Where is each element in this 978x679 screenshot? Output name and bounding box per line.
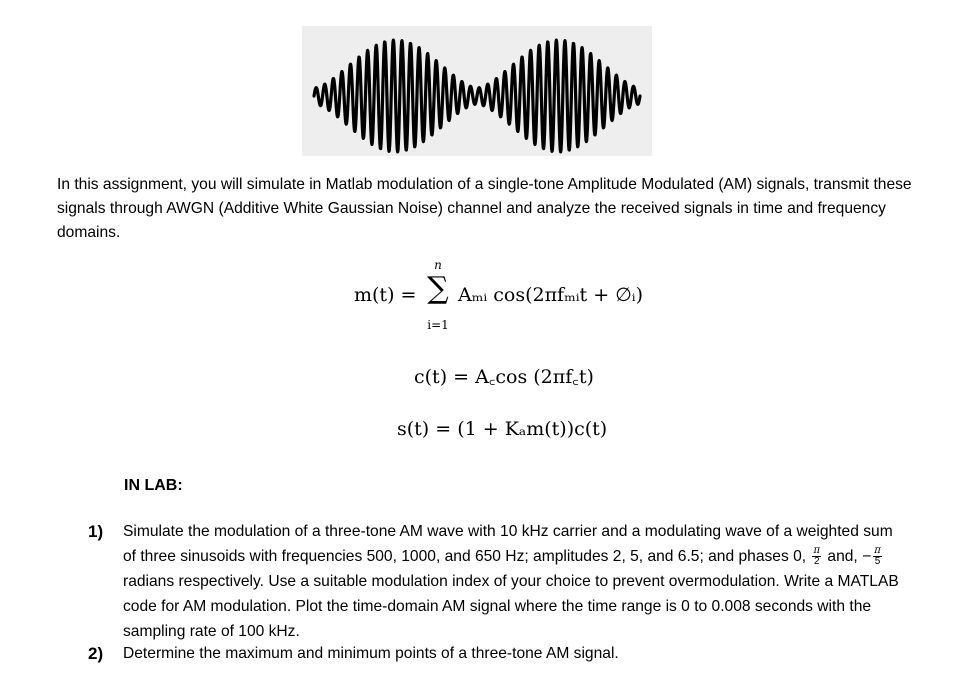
task-number: 1) bbox=[88, 522, 104, 541]
fraction-numerator: π bbox=[813, 545, 821, 557]
fraction-denominator: 2 bbox=[813, 556, 820, 568]
am-waveform-figure bbox=[302, 26, 652, 156]
equation-am-signal: s(t) = (1 + Kₐm(t))c(t) bbox=[397, 418, 608, 440]
task-text bbox=[123, 519, 903, 644]
am-waveform-svg bbox=[302, 26, 652, 156]
fraction-pi-over-2 bbox=[812, 546, 821, 567]
task-text-part: Simulate the modulation of a three-tone AM wave with 10 kHz carrier and a modulating wave of a weighted sum of three sinusoids with frequencies 500, 1000, and 650 Hz; amplitudes 2, 5, and 6.5; and phases 0, bbox=[123, 523, 893, 565]
am-waveform-line bbox=[314, 40, 640, 152]
task-item-1 bbox=[88, 519, 898, 644]
equation-m-rhs: Aₘᵢ cos(2πfₘᵢt + ∅ᵢ) bbox=[458, 284, 643, 306]
in-lab-heading: IN LAB: bbox=[124, 477, 183, 494]
equation-m-lhs: m(t) = bbox=[354, 284, 417, 306]
task-item-2 bbox=[88, 641, 898, 666]
task-text-part: radians respectively. Use a suitable modulation index of your choice to prevent overmodulation. Write a MATLAB code for AM modulation. Plot the time-domain AM signal where the time range is 0 to 0.008 seconds with the sampling rate of 100 kHz. bbox=[123, 573, 899, 640]
fraction-numerator: π bbox=[874, 545, 881, 557]
intro-paragraph: In this assignment, you will simulate in Matlab modulation of a single-tone Amplitude Modulated (AM) signals, transmit these signals through AWGN (Additive White Gaussian Noise) channel and analyze the received signals in time and frequency domains. bbox=[57, 176, 912, 241]
fraction-denominator: 5 bbox=[874, 556, 881, 568]
fraction-pi-over-5 bbox=[873, 546, 882, 567]
task-text: Determine the maximum and minimum points of a three-tone AM signal. bbox=[123, 645, 619, 662]
sum-upper-limit: n bbox=[434, 258, 442, 272]
equation-carrier: c(t) = A꜀cos (2πf꜀t) bbox=[414, 366, 594, 388]
sigma-icon: ∑ bbox=[427, 271, 449, 306]
sum-lower-limit: i=1 bbox=[427, 318, 449, 332]
task-text-part: and, − bbox=[827, 548, 872, 565]
task-number: 2) bbox=[88, 644, 104, 663]
